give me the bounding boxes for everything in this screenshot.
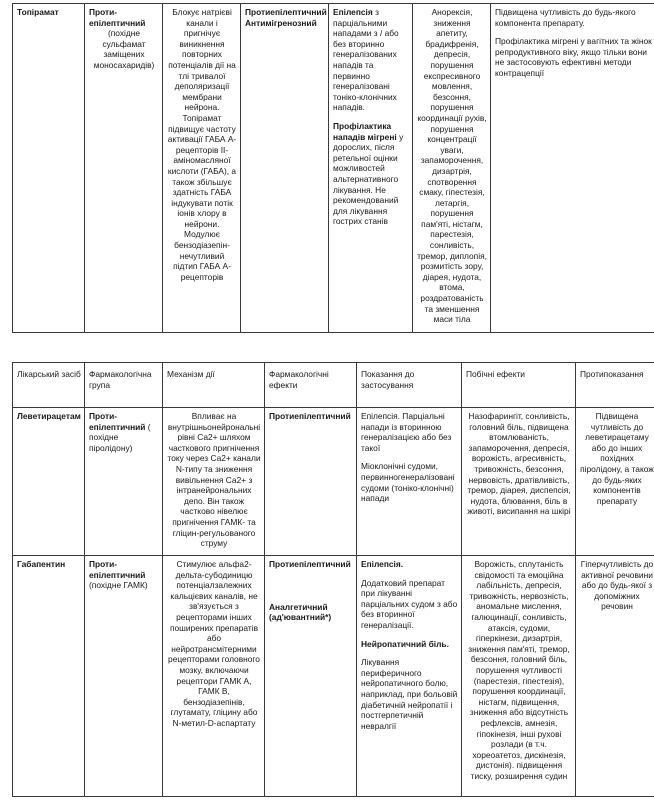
pharm-effects: Протиепілептичний Аналгетичний (ад'ювантний*) [265,556,357,797]
header-group: Фармакологічна група [85,363,163,408]
contraindications: Підвищена чутливість до будь-якого компонента препарату. Профілактика мігрені у вагітних та жінок репродуктивного віку, якщо тільки вони не застосовують ефективні методи контрацепції [491,4,654,333]
drug-name: Топірамат [13,4,85,333]
indications: Епілепсія. Додатковий препарат при лікуванні парціальних судом з або без вторинної генералізації. Нейропатичний біль. Лікування периферичного нейропатичного болю, наприклад, при больовій діабетичній нейропатії і постгерпетичній невралгії [357,556,462,797]
header-contraindications: Протипоказання [576,363,654,408]
header-mechanism: Механізм дії [163,363,265,408]
pharm-group: Проти-епілептичний (похідне сульфамат заміщених моносахаридів) [85,4,163,333]
pharm-effects: Протиепілептичний [265,408,357,556]
pharm-effects: Протиепілептичний Антимігренозний [241,4,329,333]
table-row [13,556,654,797]
table-row [13,408,654,556]
drugs-table [12,362,654,797]
contraindications: Гіперчутливість до активної речовини або до будь-якої з допоміжних речовин [576,556,654,797]
pharm-group: Проти-епілептичний ( похідне піролідону) [85,408,163,556]
indications: Епілепсія з парціальними нападами з / або без вторинно генералізованих нападів та первинно генералізовані тоніко-клонічних нападів. Профілактика нападів мігрені у дорослих, після ретельної оцінки можливостей альтернативного лікування. Не рекомендований для лікування гострих станів [329,4,413,333]
header-effects: Фармакологічні ефекти [265,363,357,408]
side-effects: Ворожість, сплутаність свідомості та емоційна лабільність, депресія, тривожність, нервозність, аномальне мислення, галюцинації, сонливість, атаксія, судоми, гіперкінези, дизартрія, зниження пам'яті, тремор, безсоння, головний біль, порушення чутливості (парестезія, гіпестезія), порушення координації, ністагм, підвищення, зниження або відсутність рефлексів, амнезія, гіпокінезія, інші рухові розлади (в т.ч. хореоатетоз, дискінезія, дистонія). підвищення тиску, розширення судин [462,556,576,797]
header-side-effects: Побічні ефекти [462,363,576,408]
drug-name: Габапентин [13,556,85,797]
side-effects: Анорексія, зниження апетиту, брадифренія, депресія, порушення експресивного мовлення, безсоння, порушення координації рухів, порушення концентрації уваги, запаморочення, дизартрія, спотворення смаку, гіпестезія, летаргія, порушення пам'яті, ністагм, парестезія, сонливість, тремор, диплопія, розмитість зору, діарея, нудота, втома, роздратованість та зменшення маси тіла [413,4,491,333]
mechanism: Впливає на внутрішньонейрональні рівні Са2+ шляхом часткового пригнічення току через Са2+ канали N-типу та зниження вивільнення Са2+ з інтранейрональних депо. Він також частково нівелює пригнічення ГАМК- та гліцин-регульованого струму [163,408,265,556]
indications: Епілепсія. Парціальні напади із вторинною генералізацією або без такої Міоклонічні судоми, первинногенералізовані судоми (тоніко-клонічні) напади [357,408,462,556]
mechanism: Стимулює альфа2-дельта-субодиницю потенціалзалежних кальцієвих каналів, не зв'язується з рецепторами інших поширених препаратів або нейротрансмітерними рецепторами головного мозку, включаючи рецептори ГАМК А, ГАМК В, бензодіазепінів, глутамату, гліцину або N-метил-D-аспартату [163,556,265,797]
pharm-group: Проти-епілептичний (похідне ГАМК) [85,556,163,797]
contraindications: Підвищена чутливість до леветирацетаму або до інших похідних піролідону, а також до будь-яких компонентів препарату [576,408,654,556]
side-effects: Назофарингіт, сонливість, головний біль, підвищена втомлюваність, запаморочення, депресія, ворожість, агресивність, тривожність, безсоння, нервовість, дратівливість, тремор, діарея, диспепсія, нудота, блювання, біль в животі, висипання на шкірі [462,408,576,556]
table-header-row [13,363,654,408]
drug-name: Леветирацетам [13,408,85,556]
header-indications: Показання до застосування [357,363,462,408]
mechanism: Блокує натрієві канали і пригнічує виникнення повторних потенціалів дії на тлі тривалої деполяризації мембрани нейрона. Топірамат підвищує частоту активації ГАБА А-рецепторів II-аміномасляної кислоти (ГАБА), а також збільшує здатність ГАБА індукувати потік іонів хлору в нейрони. Модулює бензодіазепін-нечутливий підтип ГАБА А-рецепторів [163,4,241,333]
header-drug: Лікарський засіб [13,363,85,408]
topiramate-table [12,3,654,333]
table-row [13,4,654,333]
